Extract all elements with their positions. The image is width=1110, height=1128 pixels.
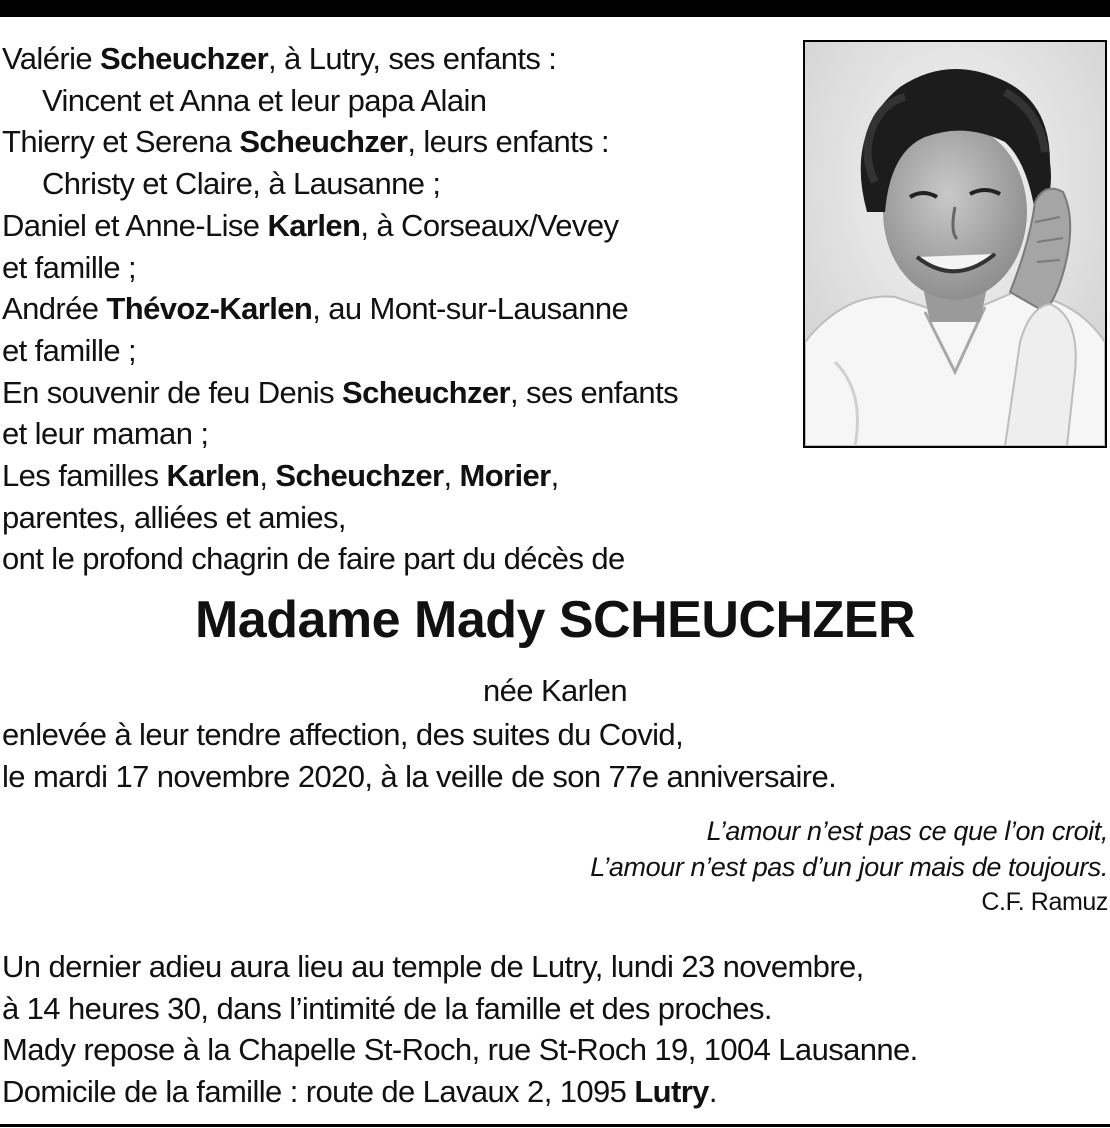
surname: Scheuchzer	[239, 124, 408, 160]
text: , leurs enfants :	[407, 124, 610, 160]
maiden-name: née Karlen	[483, 673, 627, 708]
surname: Scheuchzer	[275, 458, 444, 494]
surname: Karlen	[267, 207, 361, 243]
text: ,	[259, 458, 276, 494]
family-line	[2, 205, 792, 247]
family-line	[2, 372, 792, 414]
surname: Scheuchzer	[100, 41, 269, 76]
family-line	[2, 38, 792, 80]
text: En souvenir de feu Denis	[2, 374, 342, 410]
info-line: Mady repose à la Chapelle St-Roch, rue St-Roch 19, 1004 Lausanne.	[2, 1032, 918, 1068]
surname: Morier	[459, 458, 551, 494]
text: Andrée	[2, 291, 107, 327]
text: .	[708, 1074, 717, 1110]
text: Les familles	[2, 458, 167, 494]
surname: Thévoz-Karlen	[106, 291, 313, 327]
town: Lutry	[634, 1074, 709, 1110]
quote-author: C.F. Ramuz	[981, 888, 1108, 916]
family-list	[2, 38, 792, 580]
text: Domicile de la famille : route de Lavaux 2, 1095	[2, 1074, 635, 1110]
text: ,	[443, 458, 460, 494]
surname: Karlen	[166, 458, 260, 494]
info-line: Un dernier adieu aura lieu au temple de Lutry, lundi 23 novembre,	[2, 949, 864, 984]
family-line	[2, 121, 792, 163]
deceased-name: Madame Mady SCHEUCHZER	[194, 591, 916, 649]
text: Daniel et Anne-Lise	[2, 207, 268, 243]
text: , à Corseaux/Vevey	[360, 207, 619, 243]
top-rule	[0, 0, 1110, 17]
family-line: et famille ;	[2, 332, 137, 368]
family-line: Christy et Claire, à Lausanne ;	[42, 166, 441, 202]
quote-line: L’amour n’est pas ce que l’on croit,	[706, 816, 1108, 846]
quote	[590, 814, 1108, 921]
info-line: à 14 heures 30, dans l’intimité de la famille et des proches.	[2, 990, 772, 1026]
family-line: ont le profond chagrin de faire part du décès de	[2, 541, 625, 577]
announcement-line: enlevée à leur tendre affection, des suites du Covid,	[2, 717, 684, 752]
family-line: et famille ;	[2, 249, 137, 285]
text: , au Mont-sur-Lausanne	[312, 291, 629, 327]
text: Thierry et Serena	[2, 124, 240, 160]
info-line	[2, 1071, 1102, 1113]
portrait-illustration	[805, 42, 1105, 446]
quote-line: L’amour n’est pas d’un jour mais de toujours.	[590, 851, 1108, 882]
bottom-rule	[0, 1124, 1110, 1127]
text: Valérie	[2, 41, 101, 76]
text: , à Lutry, ses enfants :	[268, 41, 557, 76]
family-line	[2, 288, 792, 330]
announcement-line: le mardi 17 novembre 2020, à la veille de son 77e anniversaire.	[2, 758, 837, 794]
family-line: parentes, alliées et amies,	[2, 499, 346, 535]
family-line	[2, 455, 792, 497]
announcement	[2, 714, 1102, 797]
text: , ses enfants	[510, 374, 678, 410]
ceremony-info	[2, 946, 1102, 1113]
portrait-photo	[803, 40, 1107, 448]
family-line: et leur maman ;	[2, 416, 209, 452]
surname: Scheuchzer	[342, 374, 511, 410]
text: ,	[550, 458, 559, 494]
family-line: Vincent et Anna et leur papa Alain	[42, 82, 487, 118]
